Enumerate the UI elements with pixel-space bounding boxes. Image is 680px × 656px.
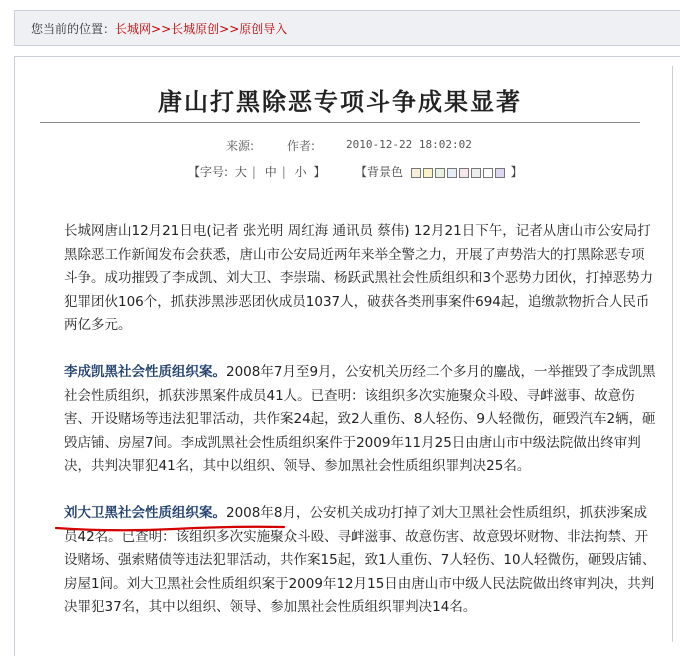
bg-swatch-3[interactable]: [435, 168, 445, 178]
bg-swatch-8[interactable]: [495, 168, 505, 178]
font-size-suffix: 】: [313, 165, 326, 179]
article-paragraph: 长城网唐山12月21日电(记者 张光明 周红海 通讯员 蔡伟) 12月21日下午，记者从唐山市公安局打黑除恶工作新闻发布会获悉，唐山市公安局近两年来举全警之力，开展了声势浩大的打黑除恶专项斗争。成功摧毁了李成凯、刘大卫、李崇瑞、杨跃武黑社会性质组织和3个恶势力团伙，打掉恶势力犯罪团伙106个，抓获涉黑涉恶团伙成员1037人，破获各类刑事案件694起，追缴款物折合人民币两亿多元。: [64, 223, 654, 333]
case-heading: 李成凯黑社会性质组织案。: [64, 364, 226, 380]
font-size-prefix: 【字号:: [188, 165, 229, 179]
red-underline-annotation: [54, 523, 286, 533]
bg-swatch-4[interactable]: [447, 168, 457, 178]
font-size-medium[interactable]: 中: [264, 165, 277, 179]
publish-datetime: 2010-12-22 18:02:02: [346, 138, 472, 151]
article-body: [64, 220, 656, 620]
source-label: 来源:: [226, 139, 255, 153]
font-size-large[interactable]: 大: [234, 165, 247, 179]
bg-color-prefix: 【背景色: [355, 165, 404, 179]
breadcrumb-separator: >>: [219, 22, 240, 36]
bg-color-suffix: 】: [510, 165, 523, 179]
content-right-border: [672, 66, 673, 642]
bg-swatch-2[interactable]: [423, 168, 433, 178]
font-size-selector: 【字号: 大 | 中 | 小 】: [188, 165, 326, 179]
title-divider: [40, 122, 640, 123]
case-heading-highlighted: 刘大卫黑社会性质组织案。: [64, 505, 226, 521]
article-paragraph: [64, 361, 656, 479]
case-body: 2008年8月，公安机关成功打掉了刘大卫黑社会性质组织，抓获涉案成员42名。已查明：该组织多次实施聚众斗殴、寻衅滋事、故意伤害、故意毁坏财物、非法拘禁、开设赌场、强索赌债等违法犯罪活动，共作案15起，致1人重伤、7人轻伤、10人轻微伤，砸毁店铺、房屋1间。刘大卫黑社会性质组织案于2009年12月15日由唐山市中级人民法院做出终审判决，共判决罪犯37名，其中以组织、领导、参加黑社会性质组织罪判决14名。: [64, 505, 656, 615]
breadcrumb-bar: [14, 10, 680, 46]
breadcrumb-link-home[interactable]: 长城网: [115, 22, 152, 36]
author-label: 作者:: [287, 139, 316, 153]
case-body: 2008年7月至9月，公安机关历经二个多月的鏖战，一举摧毁了李成凯黑社会性质组织，抓获涉黑案件成员41人。已查明：该组织多次实施聚众斗殴、寻衅滋事、故意伤害、开设赌场等违法犯罪活动，共作案24起，致2人重伤、8人轻伤、9人轻微伤，砸毁汽车2辆，砸毁店铺、房屋7间。李成凯黑社会性质组织案件于2009年11月25日由唐山市中级法院做出终审判决，共判决罪犯41名，其中以组织、领导、参加黑社会性质组织罪判决25名。: [64, 364, 656, 474]
article-title: 唐山打黑除恶专项斗争成果显著: [158, 87, 522, 116]
breadcrumb-prefix: 您当前的位置：: [31, 22, 116, 36]
breadcrumb: [31, 20, 287, 38]
background-color-selector: [355, 163, 523, 180]
breadcrumb-separator: >>: [151, 22, 172, 36]
breadcrumb-link-import[interactable]: 原创导入: [239, 22, 288, 36]
bg-swatch-5[interactable]: [459, 168, 469, 178]
bg-swatch-list: [411, 166, 507, 180]
article-paragraph: [64, 502, 656, 620]
font-size-small[interactable]: 小: [294, 165, 307, 179]
bg-swatch-6[interactable]: [471, 168, 481, 178]
breadcrumb-link-original[interactable]: 长城原创: [171, 22, 220, 36]
bg-swatch-7[interactable]: [483, 168, 493, 178]
bg-swatch-1[interactable]: [411, 168, 421, 178]
